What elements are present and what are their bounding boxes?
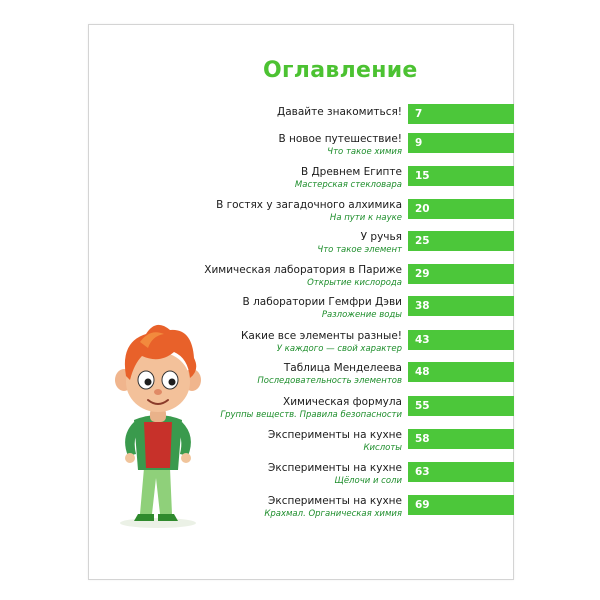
toc-entry-title: У ручья bbox=[360, 231, 402, 243]
page-number-tab: 69 bbox=[408, 495, 514, 515]
toc-entry-title: Эксперименты на кухне bbox=[268, 429, 402, 441]
page-number-tab: 15 bbox=[408, 166, 514, 186]
toc-entry-title: Химическая формула bbox=[283, 396, 402, 408]
toc-entry-subtitle: Что такое элемент bbox=[317, 245, 402, 255]
toc-entry bbox=[220, 396, 402, 421]
toc-entry-title: Эксперименты на кухне bbox=[268, 462, 402, 474]
toc-entry-subtitle: Открытие кислорода bbox=[307, 278, 402, 288]
toc-entry-subtitle: Кислоты bbox=[363, 443, 402, 453]
toc-entry-subtitle: Мастерская стекловара bbox=[294, 180, 402, 190]
toc-entry bbox=[257, 362, 402, 387]
page-title: Оглавление bbox=[263, 58, 418, 83]
toc-entry bbox=[277, 106, 402, 119]
toc-entry-title: Таблица Менделеева bbox=[283, 362, 402, 374]
toc-entry-title: В Древнем Египте bbox=[300, 166, 402, 178]
toc-entry bbox=[295, 166, 402, 191]
toc-entry-subtitle: Щёлочи и соли bbox=[334, 476, 402, 486]
toc-entry-title: В гостях у загадочного алхимика bbox=[216, 199, 402, 211]
toc-entry-subtitle: У каждого — свой характер bbox=[276, 344, 402, 354]
toc-entry-subtitle: Последовательность элементов bbox=[257, 376, 402, 386]
page-number-tab: 7 bbox=[408, 104, 514, 124]
page-number-tab: 20 bbox=[408, 199, 514, 219]
toc-entry bbox=[264, 495, 402, 520]
toc-entry-title: Химическая лаборатория в Париже bbox=[204, 264, 402, 276]
toc-entry-title: Давайте знакомиться! bbox=[277, 106, 402, 118]
page-number-tab: 25 bbox=[408, 231, 514, 251]
page-number-tab: 43 bbox=[408, 330, 514, 350]
toc-entry-subtitle: На пути к науке bbox=[329, 213, 402, 223]
page-number-tab: 9 bbox=[408, 133, 514, 153]
cartoon-boy-icon bbox=[100, 318, 210, 533]
toc-entry bbox=[216, 199, 402, 224]
toc-entry-subtitle: Группы веществ. Правила безопасности bbox=[220, 410, 402, 420]
page-number-tab: 48 bbox=[408, 362, 514, 382]
toc-entry-title: Какие все элементы разные! bbox=[240, 330, 402, 342]
page-number-tab: 58 bbox=[408, 429, 514, 449]
toc-entry bbox=[317, 231, 402, 256]
toc-entry-subtitle: Разложение воды bbox=[321, 310, 402, 320]
page-number-tab: 29 bbox=[408, 264, 514, 284]
toc-entry-subtitle: Крахмал. Органическая химия bbox=[264, 509, 402, 519]
toc-entry bbox=[268, 429, 402, 454]
toc-entry-title: Эксперименты на кухне bbox=[268, 495, 402, 507]
toc-entry bbox=[278, 133, 402, 158]
toc-entry bbox=[268, 462, 402, 487]
toc-entry-title: В лаборатории Гемфри Дэви bbox=[242, 296, 402, 308]
toc-entry bbox=[204, 264, 402, 289]
page-number-tab: 55 bbox=[408, 396, 514, 416]
toc-entry bbox=[243, 296, 402, 321]
toc-entry bbox=[241, 330, 402, 355]
page-number-tab: 63 bbox=[408, 462, 514, 482]
page-number-tab: 38 bbox=[408, 296, 514, 316]
toc-entry-subtitle: Что такое химия bbox=[327, 147, 402, 157]
toc-entry-title: В новое путешествие! bbox=[278, 133, 402, 145]
